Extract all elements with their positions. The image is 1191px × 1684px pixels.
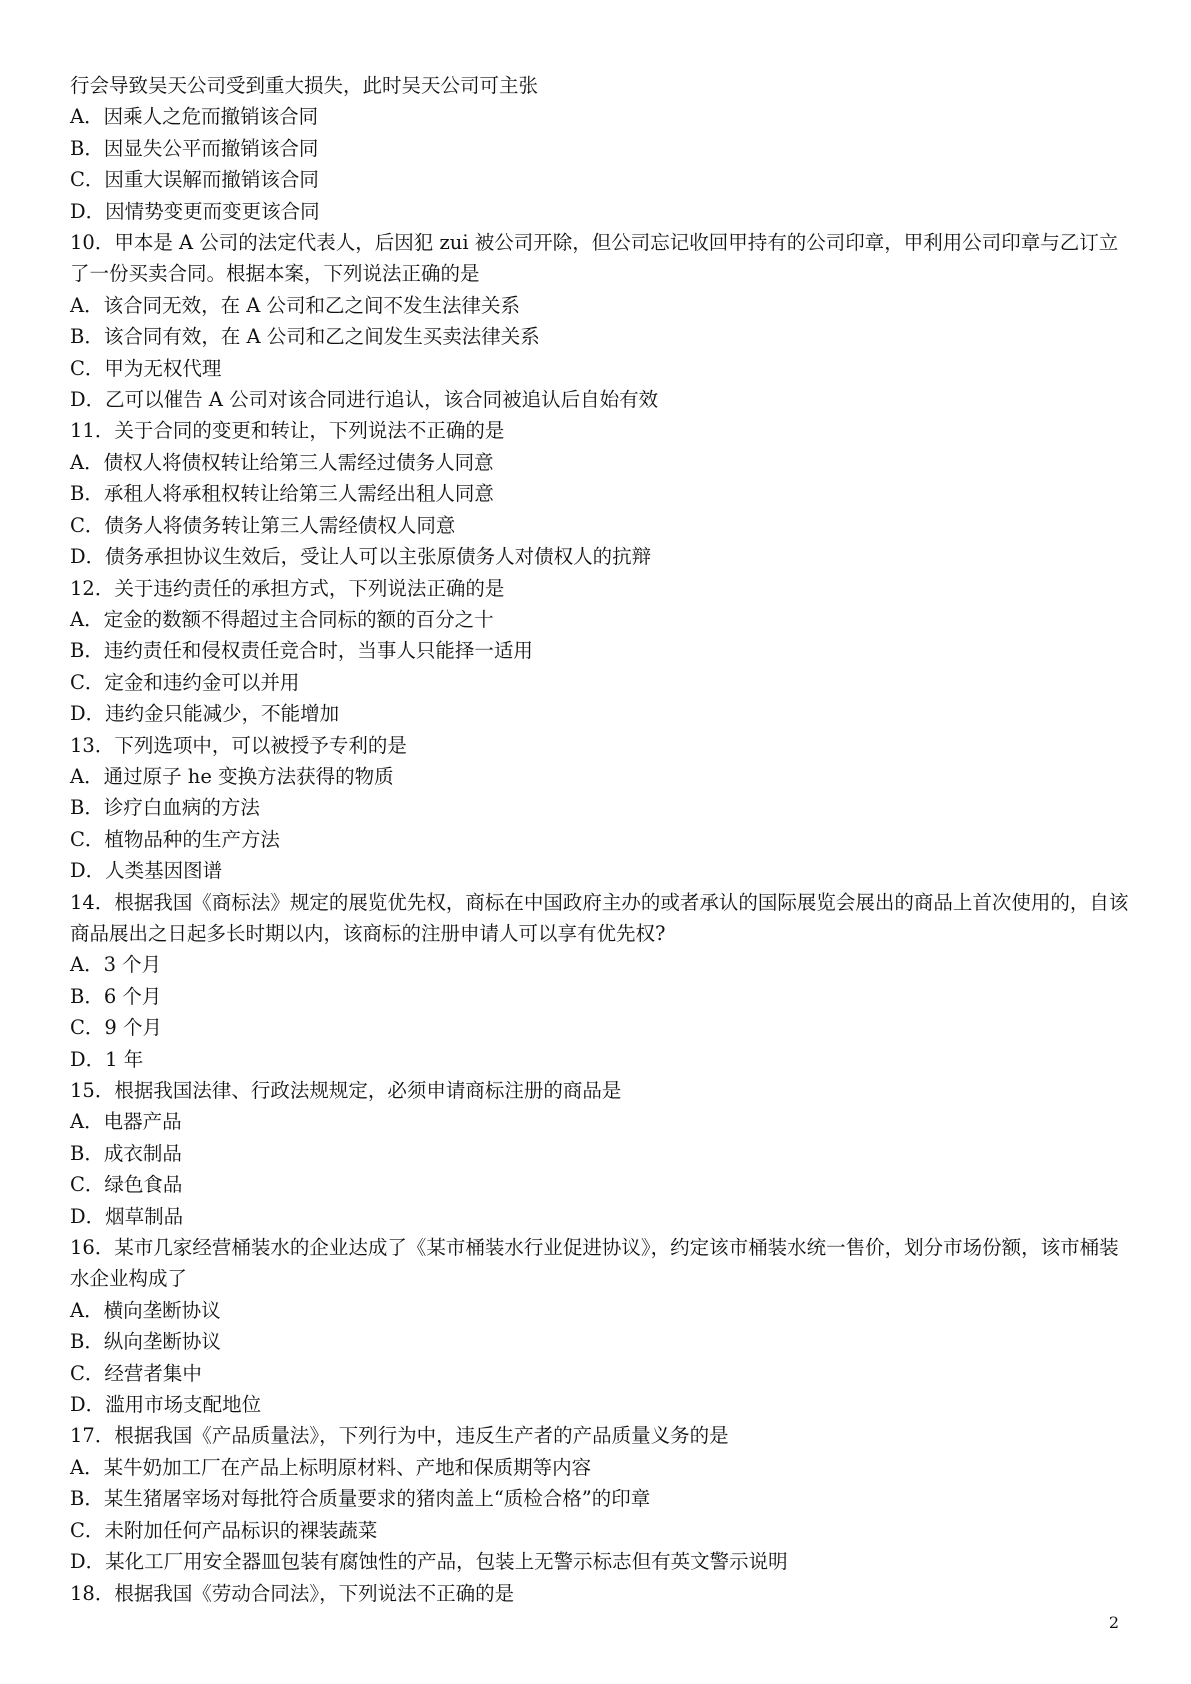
option-line: D．违约金只能减少，不能增加 [70,702,340,726]
option-line: D．滥用市场支配地位 [70,1393,262,1417]
option-line: D．因情势变更而变更该合同 [70,199,320,223]
option-line: B．某生猪屠宰场对每批符合质量要求的猪肉盖上“质检合格”的印章 [70,1487,651,1511]
option-line: D．某化工厂用安全器皿包装有腐蚀性的产品，包装上无警示标志但有英文警示说明 [70,1550,788,1574]
question-13: 13．下列选项中，可以被授予专利的是 [70,733,407,757]
option-line: A．债权人将债权转让给第三人需经过债务人同意 [70,450,494,474]
option-line: C．经营者集中 [70,1361,202,1385]
option-line: A．定金的数额不得超过主合同标的额的百分之十 [70,607,494,631]
question-14: 14．根据我国《商标法》规定的展览优先权，商标在中国政府主办的或者承认的国际展览会展出的商品上首次使用的，自该商品展出之日起多长时期以内，该商标的注册申请人可以享有优先权? [70,890,1129,945]
page-body [70,70,1132,1609]
option-line: C．因重大误解而撤销该合同 [70,168,319,192]
text-line: 行会导致吴天公司受到重大损失，此时吴天公司可主张 [70,74,539,97]
question-10: 10．甲本是 A 公司的法定代表人，后因犯 zui 被公司开除，但公司忘记收回甲持有的公司印章，甲利用公司印章与乙订立了一份买卖合同。根据本案，下列说法正确的是 [70,231,1119,286]
page-number: 2 [1108,1613,1119,1632]
option-line: B．违约责任和侵权责任竞合时，当事人只能择一适用 [70,639,533,663]
option-line: C．9 个月 [70,1016,163,1040]
option-line: C．植物品种的生产方法 [70,827,280,851]
option-line: A．该合同无效，在 A 公司和乙之间不发生法律关系 [70,293,521,317]
question-12: 12．关于违约责任的承担方式，下列说法正确的是 [70,576,505,600]
option-line: A．横向垄断协议 [70,1298,221,1322]
option-line: D．1 年 [70,1047,144,1071]
option-line: B．因显失公平而撤销该合同 [70,136,319,160]
question-15: 15．根据我国法律、行政法规规定，必须申请商标注册的商品是 [70,1079,622,1102]
option-line: A．因乘人之危而撤销该合同 [70,105,319,129]
option-line: B．诊疗白血病的方法 [70,796,260,820]
option-line: D．债务承担协议生效后，受让人可以主张原债务人对债权人的抗辩 [70,545,652,569]
option-line: C．甲为无权代理 [70,356,222,380]
option-line: C．定金和违约金可以并用 [70,670,300,694]
option-line: A．通过原子 he 变换方法获得的物质 [70,764,394,788]
option-line: B．6 个月 [70,984,162,1008]
option-line: A．某牛奶加工厂在产品上标明原材料、产地和保质期等内容 [70,1455,592,1479]
question-17: 17．根据我国《产品质量法》，下列行为中，违反生产者的产品质量义务的是 [70,1424,729,1448]
option-line: B．成衣制品 [70,1141,182,1165]
option-line: C．债务人将债务转让第三人需经债权人同意 [70,513,456,537]
question-18: 18．根据我国《劳动合同法》，下列说法不正确的是 [70,1581,515,1605]
option-line: D．人类基因图谱 [70,859,223,883]
option-line: A．3 个月 [70,953,162,977]
option-line: B．该合同有效，在 A 公司和乙之间发生买卖法律关系 [70,325,540,349]
option-line: D．乙可以催告 A 公司对该合同进行追认，该合同被追认后自始有效 [70,388,659,412]
option-line: C．绿色食品 [70,1173,183,1197]
option-line: C．未附加任何产品标识的裸装蔬菜 [70,1518,378,1542]
option-line: D．烟草制品 [70,1204,184,1228]
option-line: B．承租人将承租权转让给第三人需经出租人同意 [70,482,494,506]
option-line: B．纵向垄断协议 [70,1330,221,1354]
option-line: A．电器产品 [70,1110,182,1134]
question-16: 16．某市几家经营桶装水的企业达成了《某市桶装水行业促进协议》，约定该市桶装水统一售价，划分市场份额，该市桶装水企业构成了 [70,1236,1119,1291]
question-11: 11．关于合同的变更和转让，下列说法不正确的是 [70,419,505,443]
